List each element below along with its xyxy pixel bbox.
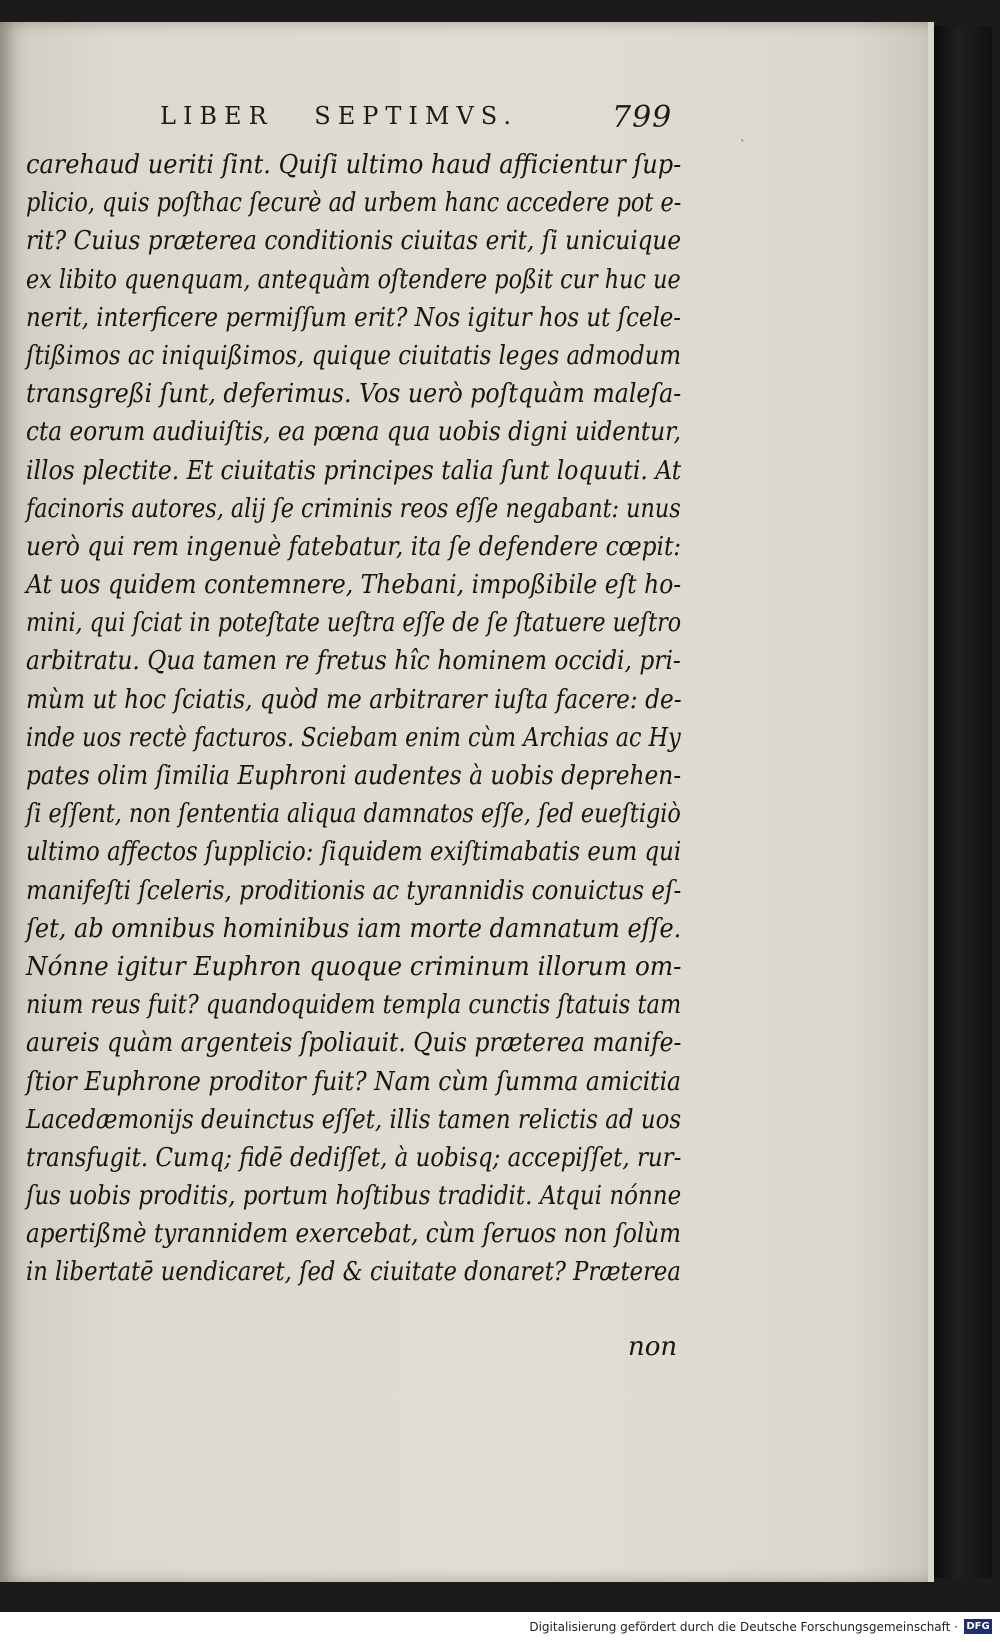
text-line: ſet, ab omnibus hominibus iam morte damnatum eſſe.: [26, 913, 682, 944]
text-line: illos plectite. Et ciuitatis principes talia ſunt loquuti. At: [26, 455, 682, 486]
body-text: [26, 146, 686, 1292]
text-line: ſi eſſent, non ſententia aliqua damnatos eſſe, ſed eueſtigiò: [26, 799, 681, 830]
catchword: non: [628, 1332, 678, 1362]
text-line: inde uos rectè facturos. Sciebam enim cùm Archias ac Hy: [26, 722, 681, 753]
text-line: facinoris autores, alij ſe criminis reos eſſe negabant: unus: [26, 493, 681, 524]
text-line: ſtißimos ac iniquißimos, quique ciuitatis leges admodum: [26, 340, 682, 371]
text-line: manifeſti ſceleris, proditionis ac tyrannidis conuictus eſ-: [26, 875, 682, 906]
folio-number: 799: [612, 100, 673, 135]
dfg-logo: DFG: [964, 1619, 992, 1634]
text-line: At uos quidem contemnere, Thebani, impoßibile eſt ho-: [26, 570, 682, 601]
footer-bar: [0, 1612, 1000, 1642]
text-line: nerit, interficere permiſſum erit? Nos igitur hos ut ſcele-: [26, 302, 682, 333]
text-line: mùm ut hoc ſciatis, quòd me arbitrarer iuſta facere: de-: [26, 684, 682, 715]
text-line: ex libito quenquam, antequàm oſtendere poßit cur huc ue: [26, 264, 681, 295]
text-line: pates olim ſimilia Euphroni audentes à uobis deprehen-: [26, 761, 682, 791]
text-line: apertißmè tyrannidem exercebat, cùm ſeruos non ſolùm: [26, 1219, 681, 1250]
text-line: mini, qui ſciat in poteſtate ueſtra eſſe de ſe ſtatuere ueſtro: [26, 608, 682, 639]
text-line: ultimo affectos ſupplicio: ſiquidem exiſtimabatis eum qui: [26, 837, 682, 868]
text-line: aureis quàm argenteis ſpoliauit. Quis præterea manife-: [26, 1028, 682, 1059]
text-line: ſus uobis proditis, portum hoſtibus tradidit. Atqui nónne: [26, 1181, 682, 1212]
running-head: [0, 102, 928, 142]
text-line: transfugit. Cumq; fidē dediſſet, à uobisq; accepiſſet, rur-: [26, 1142, 682, 1173]
text-line: uerò qui rem ingenuè fatebatur, ita ſe defendere cœpit:: [26, 531, 682, 562]
funding-credit: Digitalisierung gefördert durch die Deutsche Forschungsgemeinschaft ·: [529, 1620, 958, 1634]
text-line: nium reus fuit? quandoquidem templa cunctis ſtatuis tam: [26, 990, 682, 1021]
text-line: plicio, quis poſthac ſecurè ad urbem hanc accedere pot e-: [26, 188, 682, 219]
running-head-title: LIBER SEPTIMVS.: [160, 102, 518, 130]
text-line: Nónne igitur Euphron quoque criminum illorum om-: [26, 951, 682, 982]
text-line: rit? Cuius præterea conditionis ciuitas erit, ſi unicuique: [26, 226, 682, 257]
binding-shadow: [934, 26, 992, 1578]
book-page: [0, 22, 934, 1582]
text-line: Lacedæmonijs deuinctus eſſet, illis tamen relictis ad uos: [26, 1104, 682, 1135]
text-line: cta eorum audiuiſtis, ea pœna qua uobis digni uidentur,: [26, 417, 682, 448]
text-line: in libertatē uendicaret, ſed & ciuitate donaret? Præterea: [26, 1257, 681, 1288]
text-line: ſtior Euphrone proditor fuit? Nam cùm ſumma amicitia: [26, 1066, 682, 1097]
ink-mark-icon: ˋ: [740, 138, 746, 152]
text-line: arbitratu. Qua tamen re fretus hîc hominem occidi, pri-: [26, 646, 681, 677]
text-line: transgreßi ſunt, deferimus. Vos uerò poſtquàm maleſa-: [26, 379, 682, 410]
text-line: carehaud ueriti ſint. Quiſi ultimo haud afficientur ſup-: [26, 150, 682, 180]
